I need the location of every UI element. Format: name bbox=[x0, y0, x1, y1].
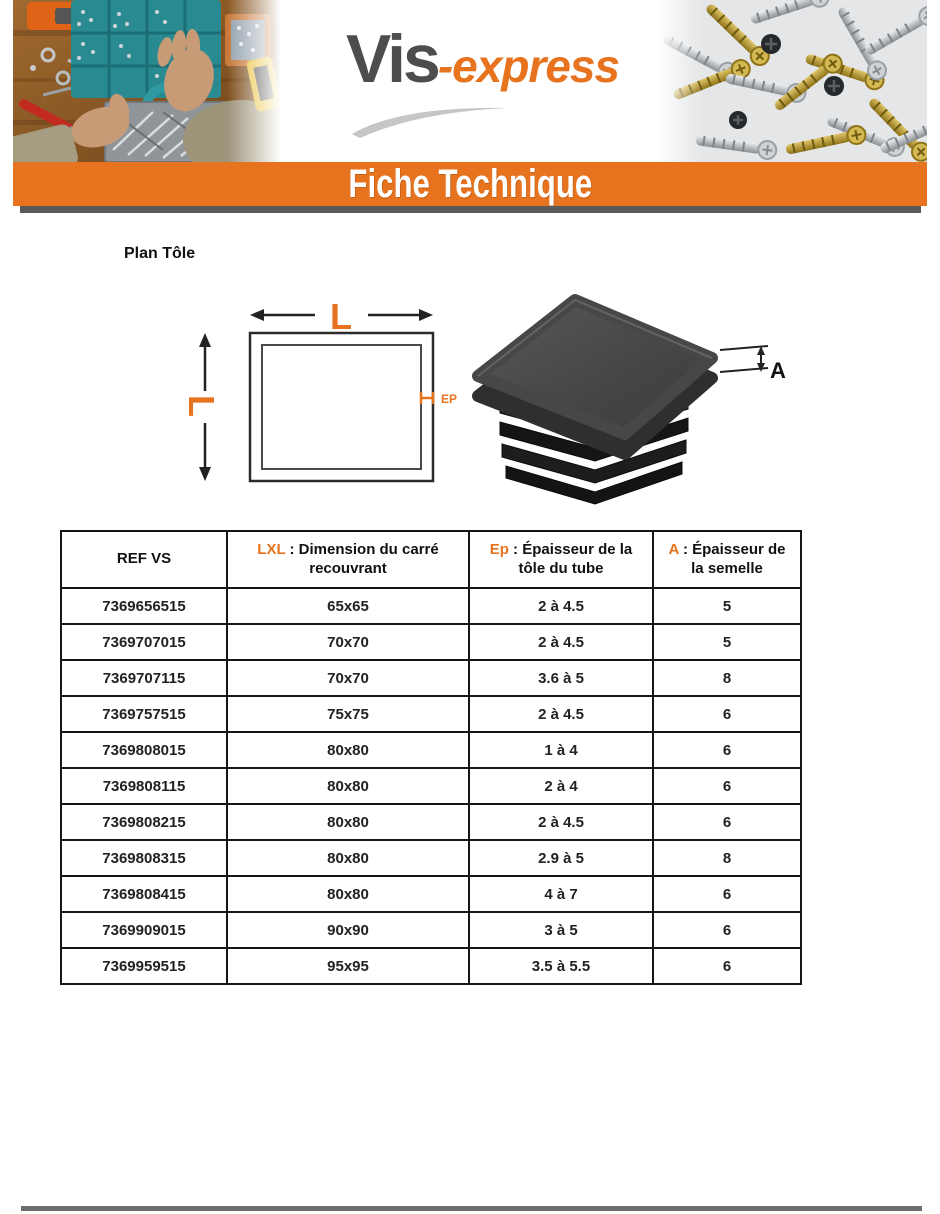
table-cell: 7369909015 bbox=[61, 912, 227, 948]
table-cell: 8 bbox=[653, 840, 801, 876]
table-row bbox=[61, 768, 801, 804]
header-text: : Épaisseur de la tôle du tube bbox=[508, 540, 633, 577]
arrowhead-down-icon bbox=[199, 467, 211, 481]
table-row bbox=[61, 696, 801, 732]
header-ref-vs bbox=[61, 531, 227, 588]
table-cell: 2.9 à 5 bbox=[469, 840, 653, 876]
page-title: Fiche Technique bbox=[348, 162, 592, 206]
arrowhead-left-icon bbox=[250, 309, 264, 321]
screws-photo-illustration bbox=[656, 0, 927, 162]
table-row bbox=[61, 732, 801, 768]
header-prefix: Ep bbox=[489, 540, 509, 558]
banner-shadow-bar bbox=[20, 206, 921, 213]
table-cell: 7369808115 bbox=[61, 768, 227, 804]
dimension-label-a: A bbox=[770, 358, 786, 383]
table-row bbox=[61, 876, 801, 912]
table-cell: 6 bbox=[653, 876, 801, 912]
footer-rule bbox=[21, 1206, 922, 1211]
table-cell: 3.5 à 5.5 bbox=[469, 948, 653, 984]
table-cell: 3.6 à 5 bbox=[469, 660, 653, 696]
table-cell: 8 bbox=[653, 660, 801, 696]
table-row bbox=[61, 624, 801, 660]
header-ep bbox=[469, 531, 653, 588]
workbench-hardware-photo bbox=[13, 0, 281, 162]
dimension-label-left: L bbox=[181, 395, 222, 417]
table-cell: 7369808415 bbox=[61, 876, 227, 912]
table-cell: 6 bbox=[653, 948, 801, 984]
table-cell: 90x90 bbox=[227, 912, 469, 948]
table-cell: 1 à 4 bbox=[469, 732, 653, 768]
header-row bbox=[61, 531, 801, 588]
header-text: : Dimension du carré recouvrant bbox=[285, 540, 439, 577]
workbench-photo-illustration bbox=[13, 0, 281, 162]
inner-square bbox=[262, 345, 421, 469]
table-cell: 5 bbox=[653, 624, 801, 660]
vis-express-logo bbox=[338, 16, 618, 146]
section-title: Plan Tôle bbox=[124, 245, 196, 262]
dimension-label-ep: EP bbox=[441, 392, 458, 406]
table-cell: 6 bbox=[653, 804, 801, 840]
header-prefix: A bbox=[668, 540, 679, 558]
table-cell: 80x80 bbox=[227, 840, 469, 876]
table-cell: 4 à 7 bbox=[469, 876, 653, 912]
table-row bbox=[61, 588, 801, 624]
dimension-label-top: L bbox=[330, 296, 352, 337]
table-cell: 2 à 4 bbox=[469, 768, 653, 804]
table-cell: 6 bbox=[653, 732, 801, 768]
table-cell: 7369707015 bbox=[61, 624, 227, 660]
header-text: REF VS bbox=[116, 550, 172, 568]
table-row bbox=[61, 912, 801, 948]
spec-table-container bbox=[60, 530, 800, 985]
logo-text-vis: Vis bbox=[346, 21, 438, 97]
table-cell: 6 bbox=[653, 696, 801, 732]
table-cell: 7369808015 bbox=[61, 732, 227, 768]
header-text: : Épaisseur de la semelle bbox=[678, 540, 786, 577]
table-cell: 80x80 bbox=[227, 732, 469, 768]
logo-text-express: -express bbox=[437, 40, 620, 92]
logo-swoosh bbox=[348, 98, 518, 140]
table-cell: 70x70 bbox=[227, 624, 469, 660]
table-row bbox=[61, 948, 801, 984]
table-cell: 80x80 bbox=[227, 768, 469, 804]
table-cell: 7369757515 bbox=[61, 696, 227, 732]
table-cell: 2 à 4.5 bbox=[469, 696, 653, 732]
table-cell: 7369808315 bbox=[61, 840, 227, 876]
spec-table-body bbox=[61, 588, 801, 984]
banner bbox=[13, 162, 927, 206]
table-cell: 2 à 4.5 bbox=[469, 588, 653, 624]
table-cell: 2 à 4.5 bbox=[469, 624, 653, 660]
header-lxl bbox=[227, 531, 469, 588]
table-cell: 6 bbox=[653, 768, 801, 804]
table-cell: 7369959515 bbox=[61, 948, 227, 984]
header-a bbox=[653, 531, 801, 588]
table-cell: 75x75 bbox=[227, 696, 469, 732]
end-cap-3d-illustration bbox=[470, 288, 800, 513]
table-row bbox=[61, 804, 801, 840]
logo-wordmark bbox=[346, 20, 619, 98]
table-row bbox=[61, 840, 801, 876]
table-cell: 80x80 bbox=[227, 804, 469, 840]
table-cell: 2 à 4.5 bbox=[469, 804, 653, 840]
screws-pile-photo bbox=[656, 0, 927, 162]
table-cell: 3 à 5 bbox=[469, 912, 653, 948]
spec-table-header bbox=[61, 531, 801, 588]
table-cell: 70x70 bbox=[227, 660, 469, 696]
spec-table bbox=[60, 530, 802, 985]
table-cell: 65x65 bbox=[227, 588, 469, 624]
tube-cross-section-diagram bbox=[175, 293, 475, 493]
table-cell: 7369656515 bbox=[61, 588, 227, 624]
table-cell: 7369707115 bbox=[61, 660, 227, 696]
arrowhead-right-icon bbox=[419, 309, 433, 321]
table-cell: 7369808215 bbox=[61, 804, 227, 840]
table-cell: 5 bbox=[653, 588, 801, 624]
table-cell: 80x80 bbox=[227, 876, 469, 912]
table-row bbox=[61, 660, 801, 696]
table-cell: 6 bbox=[653, 912, 801, 948]
arrowhead-up-icon bbox=[199, 333, 211, 347]
header-prefix: LXL bbox=[257, 540, 286, 558]
table-cell: 95x95 bbox=[227, 948, 469, 984]
